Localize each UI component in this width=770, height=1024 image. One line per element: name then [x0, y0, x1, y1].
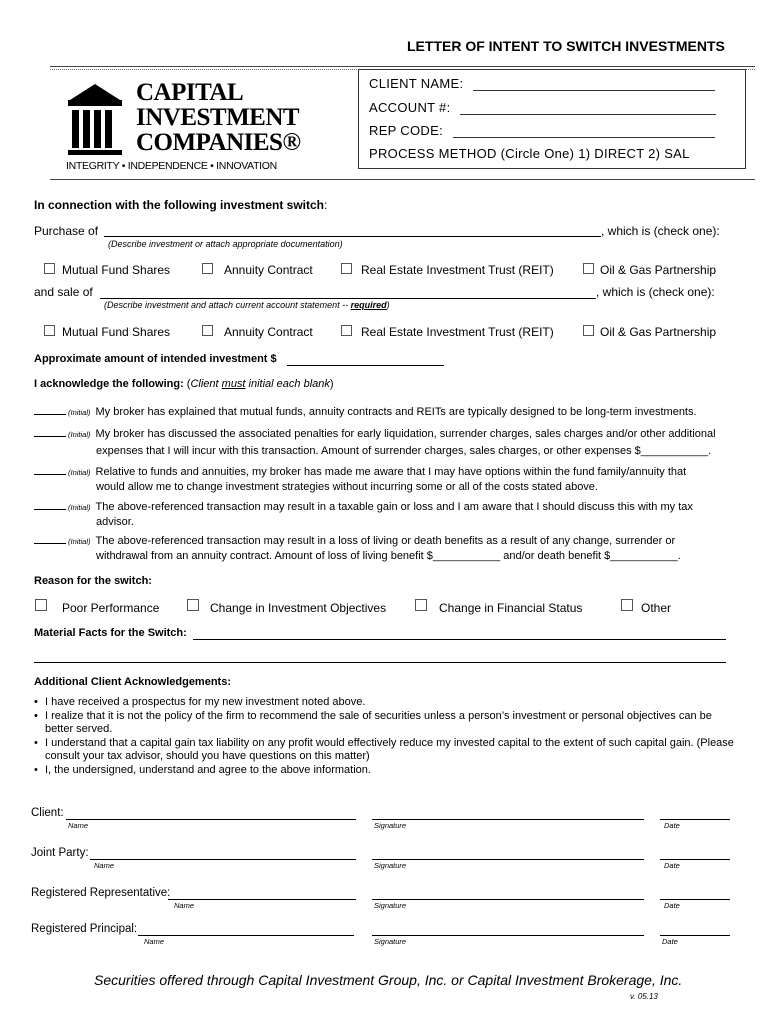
purchase-annuity-checkbox[interactable]	[202, 263, 213, 274]
purchase-reit-label: Real Estate Investment Trust (REIT)	[361, 263, 554, 277]
version-label: v. 05.13	[630, 992, 658, 1001]
ack-initial-label: (Initial)	[68, 537, 91, 546]
principal-name-line[interactable]	[138, 935, 354, 936]
rep-code-label: REP CODE:	[369, 123, 443, 138]
bullet-item: • I, the undersigned, understand and agree to the above information.	[34, 763, 371, 776]
rep-signature-line[interactable]	[372, 899, 644, 900]
rep-code-row	[369, 123, 715, 138]
ack-item-5	[34, 534, 744, 564]
client-date-caption: Date	[664, 821, 680, 830]
purchase-field[interactable]	[104, 236, 601, 237]
bullet-text: I understand that a capital gain tax liability on any profit would effectively reduce my invested capital to the extent of such capital gain. (Please consult your tax advisor, should you have questions on this matter)	[45, 736, 734, 762]
purchase-mutual-fund-checkbox[interactable]	[44, 263, 55, 274]
ack-initial-blank[interactable]	[34, 466, 66, 475]
client-name-caption: Name	[68, 821, 89, 830]
ack-item-3	[34, 465, 744, 495]
sale-annuity-label: Annuity Contract	[224, 325, 313, 339]
joint-name-caption: Name	[94, 861, 115, 870]
joint-signature-caption: Signature	[374, 861, 407, 870]
account-field[interactable]	[460, 102, 716, 115]
column-logo-icon	[66, 82, 124, 156]
bullet-item: • I have received a prospectus for my new investment noted above.	[34, 696, 366, 708]
ack-initial-label: (Initial)	[68, 408, 91, 417]
ack-item-1	[34, 405, 744, 420]
purchase-hint: (Describe investment or attach appropriate documentation)	[108, 239, 343, 249]
company-logo	[66, 80, 306, 172]
client-signature-line[interactable]	[372, 819, 644, 820]
bullet-text: I, the undersigned, understand and agree to the above information.	[45, 763, 371, 776]
rep-name-caption: Name	[174, 901, 195, 910]
bullet-item: • I realize that it is not the policy of the firm to recommend the sale of securities unless a person’s investment or personal objectives can be better served.	[34, 710, 738, 737]
sale-reit-label: Real Estate Investment Trust (REIT)	[361, 325, 554, 339]
ack-text-cont: expenses that I will incur with this transaction. Amount of surrender charges, sales charges, or other expenses $___________.	[96, 445, 712, 457]
process-method-label[interactable]: PROCESS METHOD (Circle One) 1) DIRECT 2) SAL	[369, 146, 690, 161]
reason-objectives-checkbox[interactable]	[187, 599, 199, 611]
acknowledge-heading	[34, 378, 334, 390]
ack-initial-label: (Initial)	[68, 468, 91, 477]
reason-poor-performance-checkbox[interactable]	[35, 599, 47, 611]
principal-signature-caption: Signature	[374, 937, 407, 946]
client-date-line[interactable]	[660, 819, 730, 820]
additional-heading: Additional Client Acknowledgements:	[34, 676, 231, 688]
principal-date-caption: Date	[662, 937, 678, 946]
ack-item-2	[34, 427, 744, 459]
ack-item-4	[34, 500, 744, 530]
reason-poor-performance-label: Poor Performance	[62, 601, 160, 615]
reason-other-label: Other	[641, 601, 672, 615]
sale-annuity-checkbox[interactable]	[202, 325, 213, 336]
rep-signature-caption: Signature	[374, 901, 407, 910]
ack-text-cont: would allow me to change investment strategies without incurring some or all of the costs stated above.	[96, 481, 598, 493]
client-name-field[interactable]	[473, 78, 715, 91]
document-title: LETTER OF INTENT TO SWITCH INVESTMENTS	[407, 38, 725, 54]
purchase-suffix: , which is (check one):	[601, 224, 720, 238]
sale-hint-close: )	[386, 300, 390, 310]
client-name-line[interactable]	[66, 819, 356, 820]
logo-line-2: INVESTMENT	[136, 104, 300, 131]
reason-financial-status-checkbox[interactable]	[415, 599, 427, 611]
sale-label: and sale of	[34, 285, 93, 299]
sale-hint	[104, 300, 390, 310]
material-facts-label: Material Facts for the Switch:	[34, 627, 187, 639]
bullet-text: I have received a prospectus for my new investment noted above.	[45, 696, 366, 708]
purchase-reit-checkbox[interactable]	[341, 263, 352, 274]
joint-name-line[interactable]	[90, 859, 356, 860]
account-row	[369, 100, 716, 115]
client-signature-caption: Signature	[374, 821, 407, 830]
sale-oil-gas-label: Oil & Gas Partnership	[600, 325, 717, 339]
purchase-oil-gas-checkbox[interactable]	[583, 263, 594, 274]
ack-text-cont: advisor.	[96, 516, 134, 528]
reason-objectives-label: Change in Investment Objectives	[210, 601, 387, 615]
principal-date-line[interactable]	[660, 935, 730, 936]
client-name-row	[369, 76, 715, 91]
principal-name-caption: Name	[144, 937, 165, 946]
material-facts-field-2[interactable]	[34, 662, 726, 663]
approx-amount-label: Approximate amount of intended investment $	[34, 353, 277, 365]
bullet-text: I realize that it is not the policy of the firm to recommend the sale of securities unless a person’s investment or personal objectives can be better served.	[45, 709, 712, 735]
approx-amount-field[interactable]	[287, 365, 444, 366]
sale-hint-required: required	[350, 300, 387, 310]
sale-reit-checkbox[interactable]	[341, 325, 352, 336]
rep-code-field[interactable]	[453, 125, 715, 138]
logo-line-1: CAPITAL	[136, 79, 244, 106]
ack-text-cont: withdrawal from an annuity contract. Amount of loss of living benefit $___________ and/or death benefit $___________.	[96, 550, 681, 562]
reason-heading: Reason for the switch:	[34, 575, 152, 587]
logo-line-3: COMPANIES®	[136, 129, 301, 156]
footer-disclosure: Securities offered through Capital Investment Group, Inc. or Capital Investment Brokerage, Inc.	[94, 972, 683, 988]
rep-date-caption: Date	[664, 901, 680, 910]
account-label: ACCOUNT #:	[369, 100, 451, 115]
ack-initial-label: (Initial)	[68, 503, 91, 512]
acknowledge-heading-bold: I acknowledge the following:	[34, 378, 184, 390]
ack-text: Relative to funds and annuities, my broker has made me aware that I may have options within the fund family/annuity that	[95, 466, 687, 478]
client-sig-label: Client:	[31, 807, 64, 819]
material-facts-field[interactable]	[193, 639, 726, 640]
acknowledge-must: must	[221, 378, 246, 390]
rep-date-line[interactable]	[660, 899, 730, 900]
joint-signature-line[interactable]	[372, 859, 644, 860]
joint-date-line[interactable]	[660, 859, 730, 860]
ack-initial-blank[interactable]	[34, 535, 66, 544]
reason-financial-status-label: Change in Financial Status	[439, 601, 583, 615]
connection-colon: :	[324, 198, 328, 212]
ack-text: The above-referenced transaction may result in a taxable gain or loss and I am aware that I should discuss this with my tax	[95, 501, 693, 513]
sale-mutual-fund-checkbox[interactable]	[44, 325, 55, 336]
ack-initial-blank[interactable]	[34, 501, 66, 510]
bullet-item: • I understand that a capital gain tax liability on any profit would effectively reduce my invested capital to the extent of such capital gain. (Please consult your tax advisor, should you have questions on this matter)	[34, 737, 738, 764]
purchase-label: Purchase of	[34, 224, 99, 238]
rep-sig-label: Registered Representative:	[31, 887, 171, 899]
sale-oil-gas-checkbox[interactable]	[583, 325, 594, 336]
connection-heading-text: In connection with the following investment switch	[34, 198, 325, 212]
ack-initial-blank[interactable]	[34, 406, 66, 415]
sale-mutual-fund-label: Mutual Fund Shares	[62, 325, 171, 339]
purchase-oil-gas-label: Oil & Gas Partnership	[600, 263, 717, 277]
sale-field[interactable]	[100, 298, 596, 299]
client-info-box	[358, 69, 746, 169]
principal-signature-line[interactable]	[372, 935, 644, 936]
purchase-mutual-fund-label: Mutual Fund Shares	[62, 263, 171, 277]
ack-initial-blank[interactable]	[34, 428, 66, 437]
rep-name-line[interactable]	[168, 899, 356, 900]
sale-suffix: , which is (check one):	[596, 285, 715, 299]
joint-date-caption: Date	[664, 861, 680, 870]
ack-initial-label: (Initial)	[68, 430, 91, 439]
purchase-annuity-label: Annuity Contract	[224, 263, 313, 277]
acknowledge-rest: initial each blank	[245, 378, 330, 390]
acknowledge-paren-close: )	[329, 378, 334, 390]
additional-bullets	[34, 696, 738, 777]
principal-sig-label: Registered Principal:	[31, 923, 138, 935]
client-name-label: CLIENT NAME:	[369, 76, 464, 91]
reason-other-checkbox[interactable]	[621, 599, 633, 611]
joint-sig-label: Joint Party:	[31, 847, 89, 859]
connection-heading	[34, 198, 327, 212]
ack-text: My broker has discussed the associated penalties for early liquidation, surrender charges, sales charges and/or other additional	[95, 428, 716, 440]
acknowledge-paren-open: (	[183, 378, 191, 390]
logo-tagline: INTEGRITY • INDEPENDENCE • INNOVATION	[66, 160, 277, 172]
sale-hint-text: (Describe investment and attach current account statement --	[104, 300, 351, 310]
ack-text: My broker has explained that mutual funds, annuity contracts and REITs are typically designed to be long-term investments.	[95, 406, 697, 418]
ack-text: The above-referenced transaction may result in a loss of living or death benefits as a result of any change, surrender or	[95, 535, 676, 547]
acknowledge-client: Client	[190, 378, 222, 390]
